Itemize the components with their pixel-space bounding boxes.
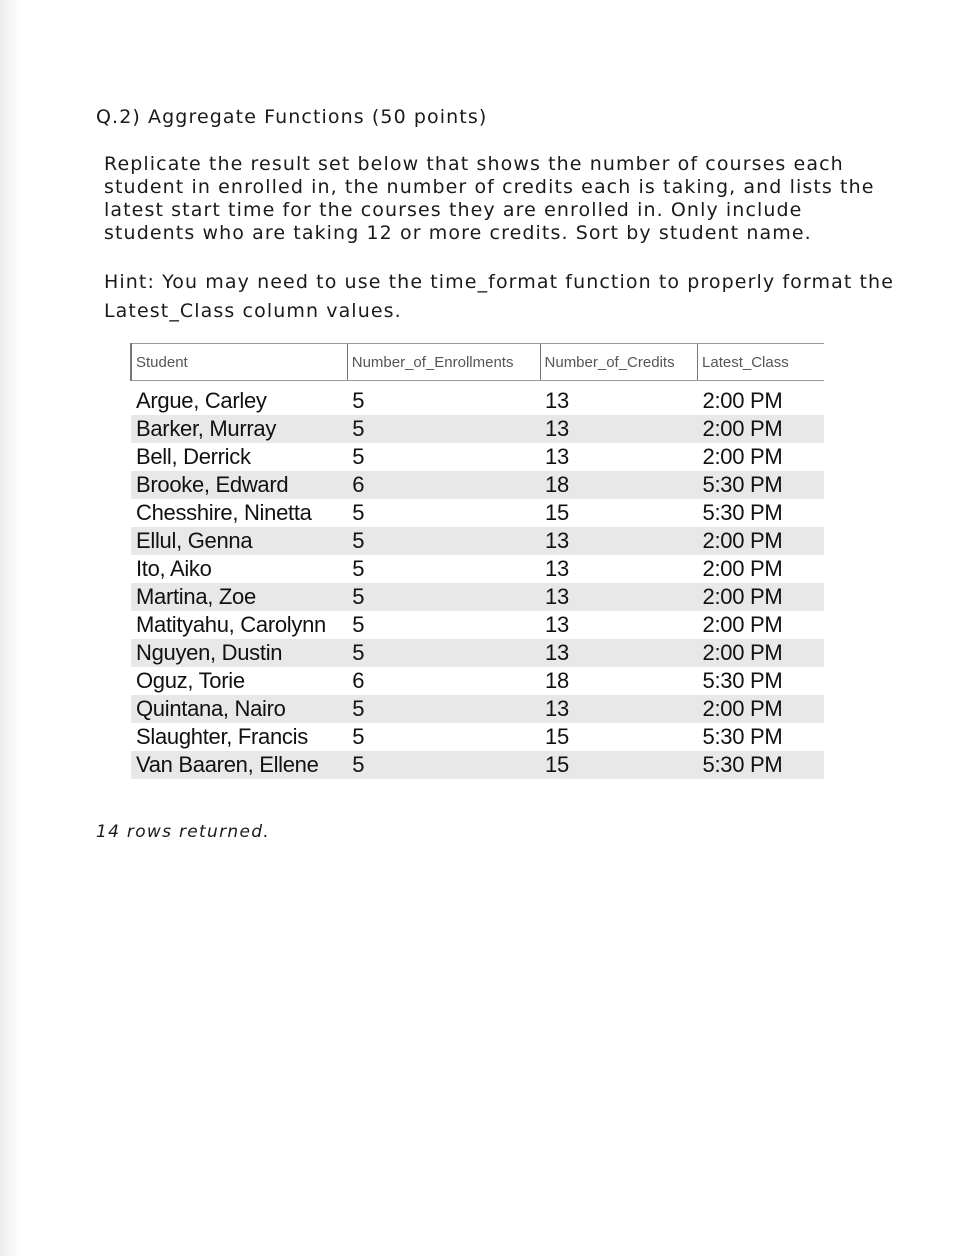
table-row <box>131 583 824 611</box>
cell-student: Quintana, Nairo <box>131 695 347 723</box>
instructions-line: latest start time for the courses they are enrolled in. Only include <box>104 199 803 221</box>
instructions-paragraph <box>104 153 875 245</box>
cell-enrollments: 5 <box>347 723 540 751</box>
instructions-line: Replicate the result set below that shows the number of courses each <box>104 153 844 175</box>
page-edge-shadow <box>0 0 22 1256</box>
cell-enrollments: 5 <box>347 527 540 555</box>
table-row <box>131 387 824 415</box>
cell-latest-class: 2:00 PM <box>698 611 824 639</box>
table-row <box>131 723 824 751</box>
table-row <box>131 555 824 583</box>
cell-latest-class: 2:00 PM <box>698 639 824 667</box>
cell-credits: 15 <box>540 499 698 527</box>
cell-enrollments: 6 <box>347 667 540 695</box>
table-row <box>131 443 824 471</box>
hint-line: Hint: You may need to use the time_format function to properly format the <box>104 271 894 293</box>
cell-credits: 13 <box>540 611 698 639</box>
cell-latest-class: 2:00 PM <box>698 415 824 443</box>
cell-enrollments: 5 <box>347 695 540 723</box>
cell-credits: 13 <box>540 583 698 611</box>
cell-enrollments: 5 <box>347 387 540 415</box>
cell-latest-class: 5:30 PM <box>698 471 824 499</box>
table-row <box>131 751 824 779</box>
cell-enrollments: 5 <box>347 499 540 527</box>
cell-credits: 18 <box>540 471 698 499</box>
cell-latest-class: 2:00 PM <box>698 527 824 555</box>
cell-credits: 15 <box>540 723 698 751</box>
cell-latest-class: 2:00 PM <box>698 555 824 583</box>
cell-latest-class: 5:30 PM <box>698 499 824 527</box>
cell-latest-class: 2:00 PM <box>698 387 824 415</box>
cell-student: Slaughter, Francis <box>131 723 347 751</box>
cell-latest-class: 2:00 PM <box>698 583 824 611</box>
cell-latest-class: 5:30 PM <box>698 751 824 779</box>
cell-credits: 18 <box>540 667 698 695</box>
cell-student: Oguz, Torie <box>131 667 347 695</box>
cell-student: Brooke, Edward <box>131 471 347 499</box>
cell-enrollments: 5 <box>347 583 540 611</box>
hint-line: Latest_Class column values. <box>104 300 402 322</box>
cell-student: Barker, Murray <box>131 415 347 443</box>
table-row <box>131 527 824 555</box>
column-header-latest-class: Latest_Class <box>698 344 824 381</box>
cell-latest-class: 2:00 PM <box>698 695 824 723</box>
cell-credits: 15 <box>540 751 698 779</box>
question-heading: Q.2) Aggregate Functions (50 points) <box>96 106 488 128</box>
hint-paragraph <box>104 268 894 326</box>
cell-latest-class: 2:00 PM <box>698 443 824 471</box>
cell-enrollments: 6 <box>347 471 540 499</box>
cell-enrollments: 5 <box>347 443 540 471</box>
table-row <box>131 639 824 667</box>
cell-enrollments: 5 <box>347 555 540 583</box>
table-row <box>131 471 824 499</box>
cell-student: Matityahu, Carolynn <box>131 611 347 639</box>
rows-returned-note: 14 rows returned. <box>96 822 270 842</box>
cell-student: Bell, Derrick <box>131 443 347 471</box>
cell-student: Ito, Aiko <box>131 555 347 583</box>
cell-student: Van Baaren, Ellene <box>131 751 347 779</box>
cell-student: Argue, Carley <box>131 387 347 415</box>
cell-student: Nguyen, Dustin <box>131 639 347 667</box>
cell-latest-class: 5:30 PM <box>698 723 824 751</box>
table-row <box>131 415 824 443</box>
cell-student: Chesshire, Ninetta <box>131 499 347 527</box>
cell-credits: 13 <box>540 527 698 555</box>
table-row <box>131 695 824 723</box>
cell-enrollments: 5 <box>347 415 540 443</box>
cell-credits: 13 <box>540 639 698 667</box>
cell-credits: 13 <box>540 443 698 471</box>
cell-student: Martina, Zoe <box>131 583 347 611</box>
cell-enrollments: 5 <box>347 611 540 639</box>
cell-latest-class: 5:30 PM <box>698 667 824 695</box>
table-header-row <box>131 344 824 381</box>
cell-enrollments: 5 <box>347 639 540 667</box>
instructions-line: student in enrolled in, the number of credits each is taking, and lists the <box>104 176 875 198</box>
table-row <box>131 667 824 695</box>
table-row <box>131 611 824 639</box>
cell-credits: 13 <box>540 695 698 723</box>
cell-student: Ellul, Genna <box>131 527 347 555</box>
column-header-enrollments: Number_of_Enrollments <box>347 344 540 381</box>
column-header-student: Student <box>131 344 347 381</box>
instructions-line: students who are taking 12 or more credits. Sort by student name. <box>104 222 812 244</box>
column-header-credits: Number_of_Credits <box>540 344 698 381</box>
cell-credits: 13 <box>540 555 698 583</box>
cell-credits: 13 <box>540 387 698 415</box>
cell-credits: 13 <box>540 415 698 443</box>
cell-enrollments: 5 <box>347 751 540 779</box>
table-body <box>131 387 824 779</box>
result-set-table <box>130 343 824 779</box>
table-row <box>131 499 824 527</box>
